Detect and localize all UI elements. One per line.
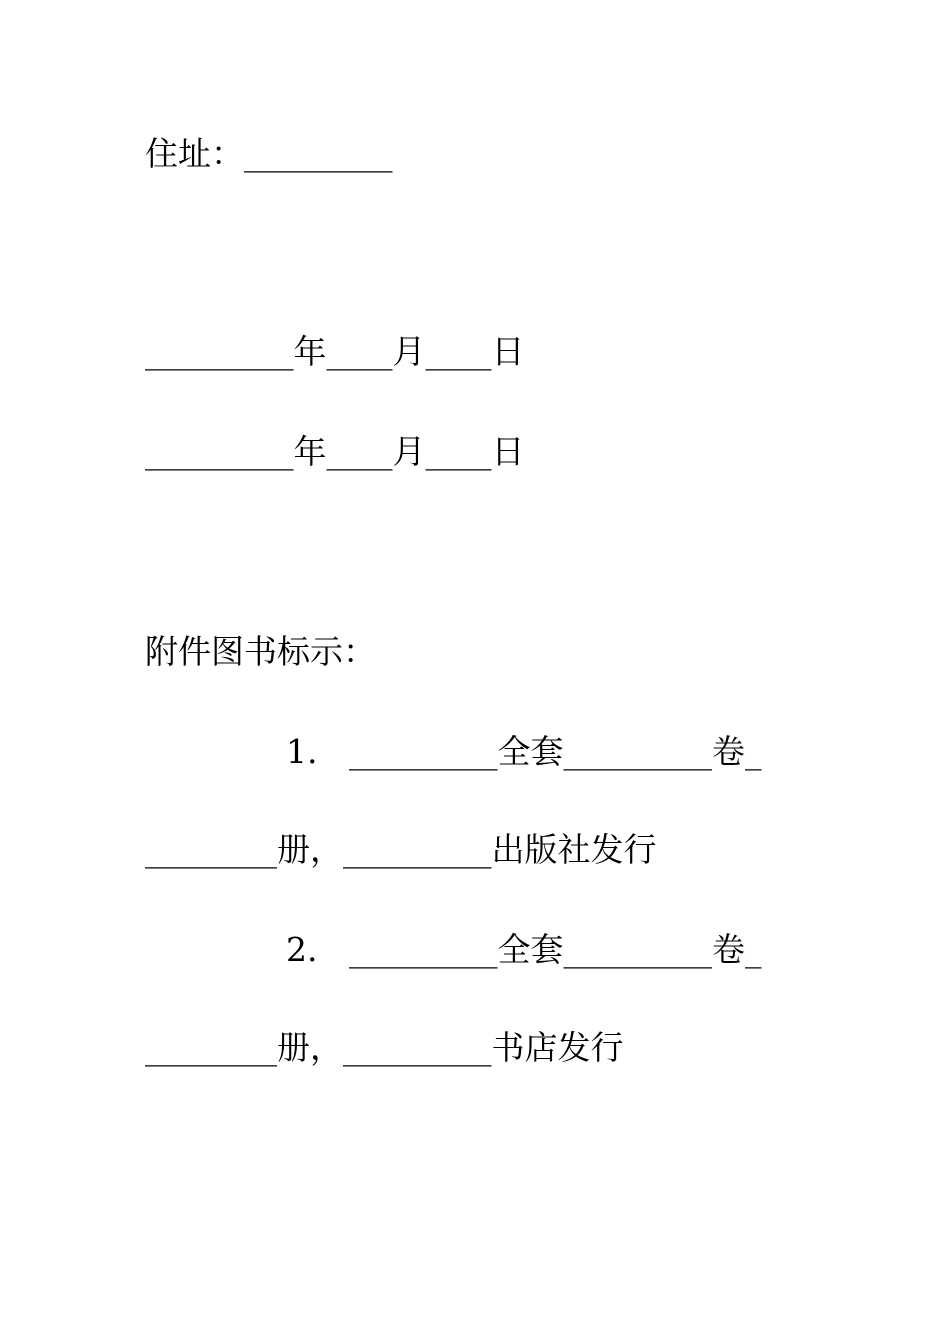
appendix-item-2-line-1: 2. _________全套_________卷_ <box>286 930 762 969</box>
date-line-1: _________年____月____日 <box>145 332 525 371</box>
date-line-2: _________年____月____日 <box>145 432 525 471</box>
appendix-title: 附件图书标示： <box>145 632 376 671</box>
appendix-item-1-line-2: ________册，_________出版社发行 <box>145 830 657 869</box>
appendix-item-2-line-2: ________册，_________书店发行 <box>145 1028 624 1067</box>
appendix-item-1-line-1: 1. _________全套_________卷_ <box>286 732 762 771</box>
address-line: 住址：_________ <box>145 134 393 173</box>
